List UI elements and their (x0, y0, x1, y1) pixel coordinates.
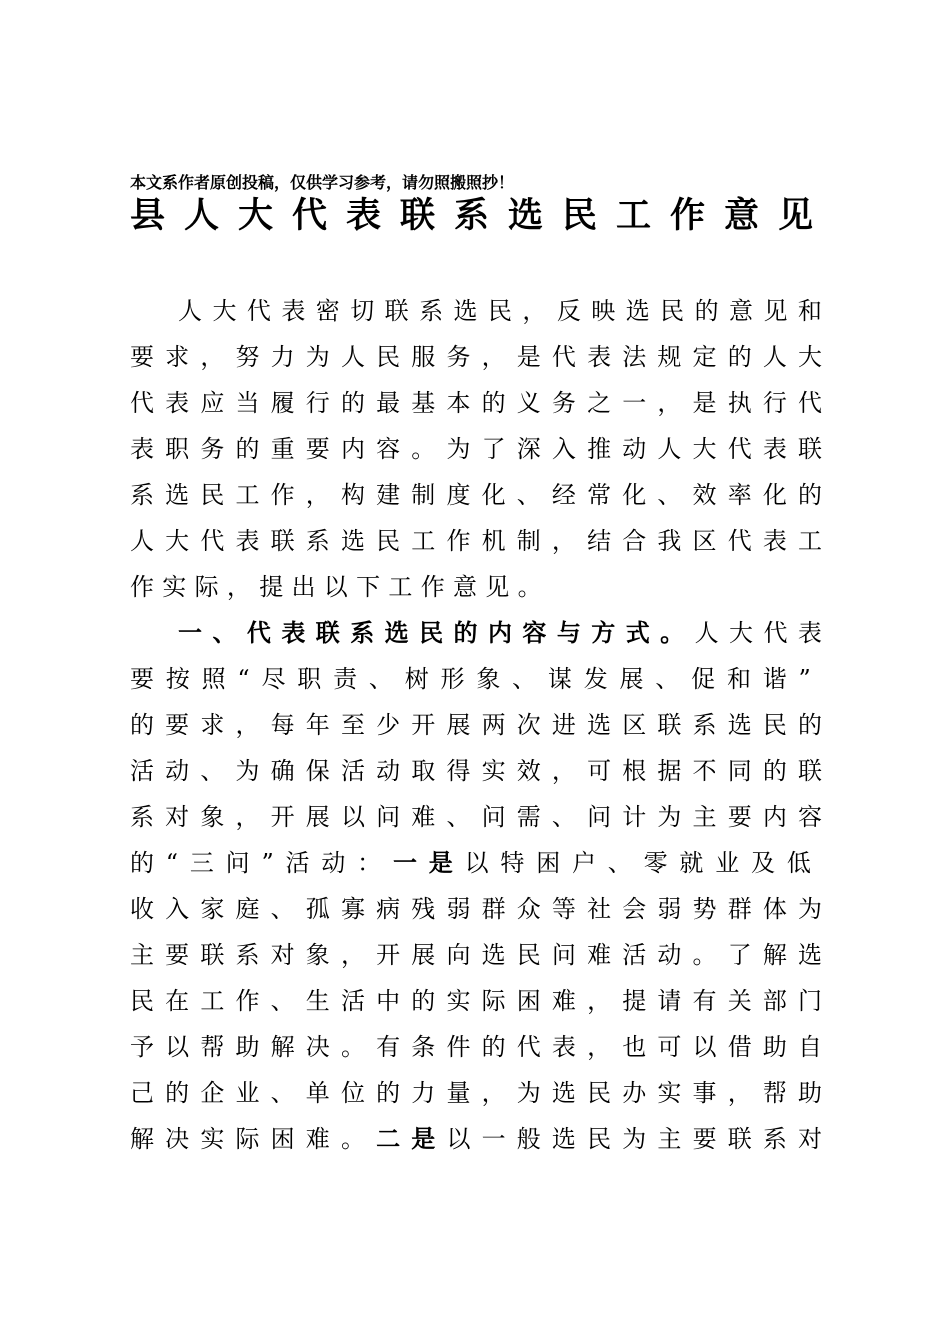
body-segment: 作实际，提出以下工作意见。 (130, 573, 550, 601)
body-segment: 表职务的重要内容。为了深入推动人大代表联 (130, 435, 834, 463)
body-line (130, 472, 834, 518)
body-segment: 要求，努力为人民服务，是代表法规定的人大 (130, 343, 834, 371)
body-segment: 主要联系对象，开展向选民问难活动。了解选 (130, 941, 834, 969)
body-segment: 予以帮助解决。有条件的代表，也可以借助自 (130, 1033, 834, 1061)
document-title: 县人大代表联系选民工作意见 (129, 195, 832, 236)
body-line (130, 886, 834, 932)
body-bold-segment: 一是 (392, 849, 465, 877)
body-segment: 人大代表 (694, 619, 833, 647)
body-segment: 民在工作、生活中的实际困难，提请有关部门 (130, 987, 834, 1015)
body-line (130, 518, 834, 564)
body-bold-segment: 二是 (376, 1125, 447, 1153)
body-segment: 的要求，每年至少开展两次进选区联系选民的 (130, 711, 834, 739)
body-line (130, 288, 833, 334)
body-line (130, 334, 834, 380)
body-line (130, 610, 833, 656)
body-segment: 系对象，开展以问难、问需、问计为主要内容 (130, 803, 834, 831)
body-line (130, 978, 834, 1024)
body-segment: 以一般选民为主要联系对 (446, 1125, 834, 1153)
body-line (130, 932, 834, 978)
body-segment: 己的企业、单位的力量，为选民办实事，帮助 (130, 1079, 834, 1107)
body-line (130, 656, 822, 702)
body-segment: 系选民工作，构建制度化、经常化、效率化的 (130, 481, 834, 509)
body-segment: 代表应当履行的最基本的义务之一，是执行代 (130, 389, 834, 417)
body-line (130, 1116, 834, 1162)
body-line (130, 748, 834, 794)
body-segment: 活动、为确保活动取得实效，可根据不同的联 (130, 757, 834, 785)
body-line (130, 840, 822, 886)
body-segment: 人大代表密切联系选民，反映选民的意见和 (178, 297, 833, 325)
body-line (130, 1070, 834, 1116)
document-body (130, 288, 834, 1162)
body-line (130, 1024, 834, 1070)
body-bold-segment: 一、代表联系选民的内容与方式。 (178, 619, 695, 647)
author-notice: 本文系作者原创投稿，仅供学习参考，请勿照搬照抄！ (130, 173, 515, 192)
body-line (130, 702, 834, 748)
body-line (130, 564, 822, 610)
body-line (130, 380, 834, 426)
body-line (130, 426, 834, 472)
body-line (130, 794, 834, 840)
body-segment: 的“三问”活动： (130, 849, 393, 877)
body-segment: 人大代表联系选民工作机制，结合我区代表工 (130, 527, 834, 555)
body-segment: 收入家庭、孤寡病残弱群众等社会弱势群体为 (130, 895, 834, 923)
body-segment: 要按照“尽职责、树形象、谋发展、促和谐” (130, 665, 822, 693)
body-segment: 解决实际困难。 (130, 1125, 377, 1153)
body-segment: 以特困户、零就业及低 (464, 849, 822, 877)
